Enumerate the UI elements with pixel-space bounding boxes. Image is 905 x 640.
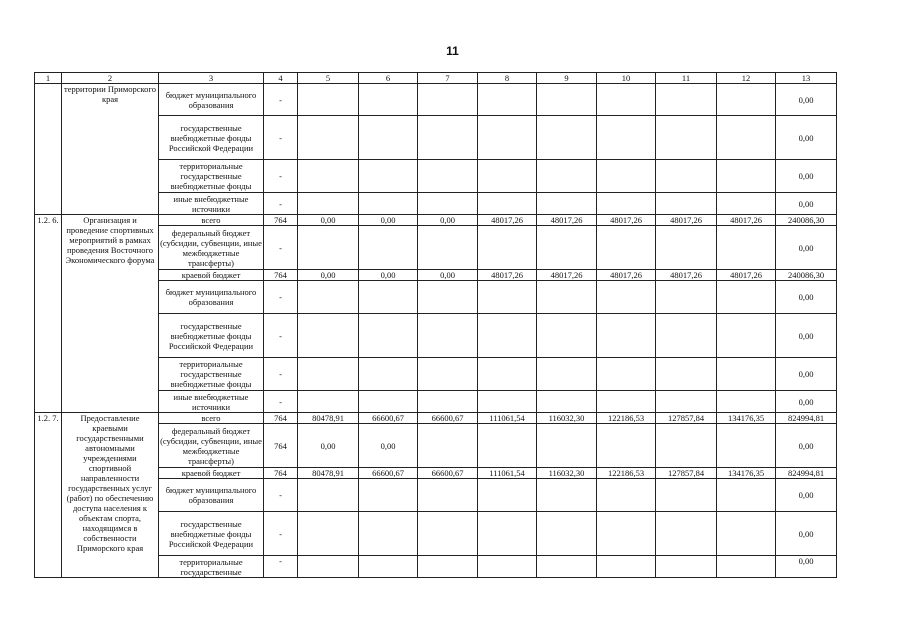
value-cell: 111061,54 [478, 413, 537, 424]
page-number: 11 [446, 44, 459, 58]
header-cell: 12 [717, 73, 776, 84]
item-number-cell: 1.2. 6. [35, 215, 62, 413]
table-row [35, 215, 837, 226]
value-cell: 48017,26 [597, 270, 656, 281]
value-cell: 0,00 [418, 270, 478, 281]
funding-source: всего [159, 413, 264, 424]
total-cell: 824994,81 [776, 468, 837, 479]
value-cell: 0,00 [298, 215, 359, 226]
header-cell: 7 [418, 73, 478, 84]
funding-source: государственные внебюджетные фонды Российской Федерации [159, 314, 264, 358]
funding-source: бюджет муниципального образования [159, 479, 264, 512]
funding-source: всего [159, 215, 264, 226]
code-cell: - [264, 391, 298, 413]
funding-source: иные внебюджетные источники [159, 193, 264, 215]
funding-source: территориальные государственные [159, 556, 264, 578]
code-cell: - [264, 226, 298, 270]
total-cell: 0,00 [776, 424, 837, 468]
item-name-cell: территории Приморского края [62, 84, 159, 215]
funding-source: бюджет муниципального образования [159, 281, 264, 314]
header-cell: 9 [537, 73, 597, 84]
value-cell: 48017,26 [717, 215, 776, 226]
value-cell: 66600,67 [418, 468, 478, 479]
funding-source: федеральный бюджет (субсидии, субвенции, иные межбюджетные трансферты) [160, 227, 262, 268]
table-row [35, 84, 837, 116]
header-cell: 13 [776, 73, 837, 84]
budget-table [34, 72, 837, 578]
item-number-cell [35, 84, 62, 215]
value-cell: 127857,84 [656, 413, 717, 424]
total-cell: 0,00 [776, 391, 837, 413]
item-name-cell: Предоставление краевыми государственными автономными учреждениями спортивной направленности государственных услуг (работ) по обеспечению доступа населения к объектам спорта, находящимся в собственности Приморского края [62, 413, 159, 578]
header-cell: 2 [62, 73, 159, 84]
value-cell: 127857,84 [656, 468, 717, 479]
value-cell: 80478,91 [298, 413, 359, 424]
code-cell: - [264, 358, 298, 391]
header-cell: 6 [359, 73, 418, 84]
total-cell: 0,00 [776, 512, 837, 556]
value-cell: 122186,53 [597, 413, 656, 424]
header-cell: 5 [298, 73, 359, 84]
code-cell: - [264, 116, 298, 160]
header-row [35, 73, 837, 84]
header-cell: 1 [35, 73, 62, 84]
code-cell: 764 [264, 270, 298, 281]
code-cell: - [264, 84, 298, 116]
total-cell: 0,00 [776, 479, 837, 512]
total-cell: 0,00 [776, 116, 837, 160]
value-cell: 0,00 [298, 270, 359, 281]
value-cell: 48017,26 [537, 215, 597, 226]
item-name-cell: Организация и проведение спортивных мероприятий в рамках проведения Восточного Экономического форума [62, 215, 159, 413]
funding-source: федеральный бюджет (субсидии, субвенции, иные межбюджетные трансферты) [160, 425, 262, 466]
funding-source: государственные внебюджетные фонды Российской Федерации [159, 512, 264, 556]
code-cell: - [264, 314, 298, 358]
code-cell: 764 [264, 215, 298, 226]
item-number-cell: 1.2. 7. [35, 413, 62, 578]
funding-source: краевой бюджет [159, 468, 264, 479]
value-cell: 116032,30 [537, 413, 597, 424]
value-cell: 0,00 [359, 270, 418, 281]
value-cell: 66600,67 [359, 468, 418, 479]
value-cell: 116032,30 [537, 468, 597, 479]
code-cell: 764 [264, 413, 298, 424]
total-cell: 240086,30 [776, 270, 837, 281]
funding-source: бюджет муниципального образования [159, 84, 264, 116]
total-cell: 824994,81 [776, 413, 837, 424]
value-cell: 122186,53 [597, 468, 656, 479]
code-cell: 764 [264, 468, 298, 479]
funding-source: территориальные государственные внебюджетные фонды [159, 160, 264, 193]
code-cell: - [264, 160, 298, 193]
total-cell: 0,00 [776, 193, 837, 215]
value-cell: 111061,54 [478, 468, 537, 479]
value-cell: 48017,26 [656, 270, 717, 281]
code-cell: - [264, 556, 298, 578]
value-cell: 48017,26 [478, 270, 537, 281]
value-cell: 66600,67 [418, 413, 478, 424]
code-cell: 764 [264, 424, 298, 468]
header-cell: 11 [656, 73, 717, 84]
total-cell: 0,00 [776, 556, 837, 578]
value-cell: 48017,26 [717, 270, 776, 281]
value-cell: 134176,35 [717, 468, 776, 479]
value-cell: 80478,91 [298, 468, 359, 479]
value-cell: 48017,26 [597, 215, 656, 226]
value-cell: 48017,26 [656, 215, 717, 226]
table-row [35, 413, 837, 424]
total-cell: 0,00 [776, 281, 837, 314]
value-cell: 66600,67 [359, 413, 418, 424]
total-cell: 0,00 [776, 226, 837, 270]
value-cell: 0,00 [298, 424, 359, 468]
funding-source: государственные внебюджетные фонды Российской Федерации [159, 116, 264, 160]
value-cell: 48017,26 [478, 215, 537, 226]
total-cell: 0,00 [776, 160, 837, 193]
total-cell: 0,00 [776, 314, 837, 358]
value-cell: 0,00 [359, 424, 418, 468]
funding-source: иные внебюджетные источники [159, 391, 264, 413]
funding-source: территориальные государственные внебюджетные фонды [159, 358, 264, 391]
value-cell: 0,00 [359, 215, 418, 226]
code-cell: - [264, 193, 298, 215]
value-cell: 134176,35 [717, 413, 776, 424]
code-cell: - [264, 479, 298, 512]
code-cell: - [264, 281, 298, 314]
code-cell: - [264, 512, 298, 556]
total-cell: 0,00 [776, 358, 837, 391]
header-cell: 8 [478, 73, 537, 84]
value-cell: 48017,26 [537, 270, 597, 281]
header-cell: 3 [159, 73, 264, 84]
total-cell: 0,00 [776, 84, 837, 116]
header-cell: 4 [264, 73, 298, 84]
funding-source: краевой бюджет [159, 270, 264, 281]
header-cell: 10 [597, 73, 656, 84]
total-cell: 240086,30 [776, 215, 837, 226]
value-cell: 0,00 [418, 215, 478, 226]
